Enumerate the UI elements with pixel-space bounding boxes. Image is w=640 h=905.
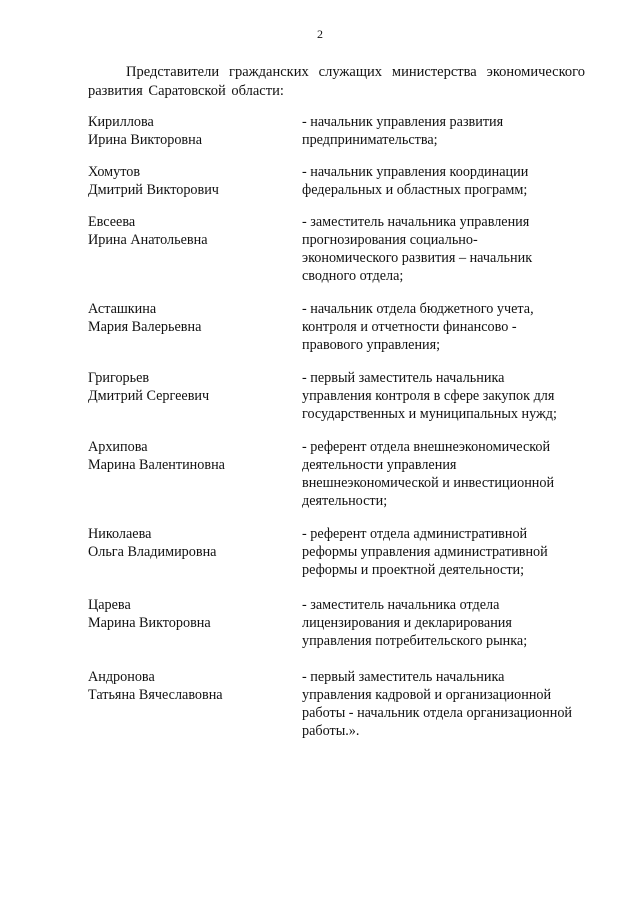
member-role-line: - заместитель начальника отдела (302, 597, 500, 613)
member-role-line: - начальник отдела бюджетного учета, (302, 301, 534, 317)
member-name (88, 668, 302, 740)
member-entry (88, 300, 588, 354)
member-role-line: прогнозирования социально- (302, 232, 478, 248)
member-entry (88, 596, 588, 650)
member-role-line: экономического развития – начальник (302, 250, 533, 266)
member-name-line: Марина Валентиновна (88, 457, 225, 473)
member-role-line: реформы управления административной (302, 544, 548, 560)
member-role-line: правового управления; (302, 337, 441, 353)
member-role-line: работы.». (302, 723, 360, 739)
member-name-line: Мария Валерьевна (88, 319, 202, 335)
page-number: 2 (317, 27, 323, 41)
member-name (88, 369, 302, 423)
member-role-line: - референт отдела внешнеэкономической (302, 439, 551, 455)
member-name-line: Ирина Викторовна (88, 132, 203, 148)
member-role (302, 525, 588, 579)
member-name (88, 300, 302, 354)
member-role-line: внешнеэкономической и инвестиционной (302, 475, 555, 491)
member-name-line: Ольга Владимировна (88, 544, 217, 560)
member-role-line: - начальник управления развития (302, 114, 504, 130)
member-name-line: Евсеева (88, 214, 136, 230)
member-role (302, 163, 588, 199)
member-entry (88, 113, 588, 149)
member-name-line: Григорьев (88, 370, 150, 386)
member-name (88, 525, 302, 579)
member-role (302, 668, 588, 740)
member-role (302, 300, 588, 354)
member-role-line: работы - начальник отдела организационной (302, 705, 573, 721)
member-role-line: контроля и отчетности финансово - (302, 319, 517, 335)
member-name-line: Кириллова (88, 114, 154, 130)
member-entry (88, 213, 588, 285)
member-name-line: Хомутов (88, 164, 141, 180)
member-role-line: лицензирования и декларирования (302, 615, 512, 631)
member-role-line: деятельности управления (302, 457, 457, 473)
member-role-line: предпринимательства; (302, 132, 438, 148)
member-name-line: Дмитрий Сергеевич (88, 388, 210, 404)
member-role (302, 438, 588, 510)
member-role-line: - начальник управления координации (302, 164, 529, 180)
member-role-line: - первый заместитель начальника (302, 669, 505, 685)
member-name-line: Андронова (88, 669, 155, 685)
member-entry (88, 668, 588, 740)
intro-paragraph: Представители гражданских служащих министерства экономического развития Саратовской области: (88, 64, 585, 99)
member-entry (88, 369, 588, 423)
member-role-line: федеральных и областных программ; (302, 182, 528, 198)
member-name-line: Ирина Анатольевна (88, 232, 208, 248)
member-name (88, 163, 302, 199)
member-name (88, 596, 302, 650)
members-list (88, 113, 588, 740)
member-name (88, 438, 302, 510)
member-role-line: реформы и проектной деятельности; (302, 562, 525, 578)
member-entry (88, 525, 588, 579)
member-name-line: Асташкина (88, 301, 157, 317)
member-name-line: Архипова (88, 439, 148, 455)
member-role-line: - референт отдела административной (302, 526, 528, 542)
member-role-line: сводного отдела; (302, 268, 404, 284)
member-name-line: Дмитрий Викторович (88, 182, 219, 198)
member-role-line: управления потребительского рынка; (302, 633, 528, 649)
member-name (88, 213, 302, 285)
member-role-line: - первый заместитель начальника (302, 370, 505, 386)
member-name-line: Царева (88, 597, 131, 613)
member-role-line: - заместитель начальника управления (302, 214, 530, 230)
member-role-line: государственных и муниципальных нужд; (302, 406, 557, 422)
member-role (302, 596, 588, 650)
member-entry (88, 438, 588, 510)
member-role-line: управления кадровой и организационной (302, 687, 552, 703)
member-role (302, 213, 588, 285)
member-role-line: деятельности; (302, 493, 388, 509)
member-name-line: Николаева (88, 526, 152, 542)
member-entry (88, 163, 588, 199)
member-role (302, 369, 588, 423)
member-name-line: Марина Викторовна (88, 615, 211, 631)
member-role (302, 113, 588, 149)
member-name-line: Татьяна Вячеславовна (88, 687, 223, 703)
member-name (88, 113, 302, 149)
member-role-line: управления контроля в сфере закупок для (302, 388, 555, 404)
